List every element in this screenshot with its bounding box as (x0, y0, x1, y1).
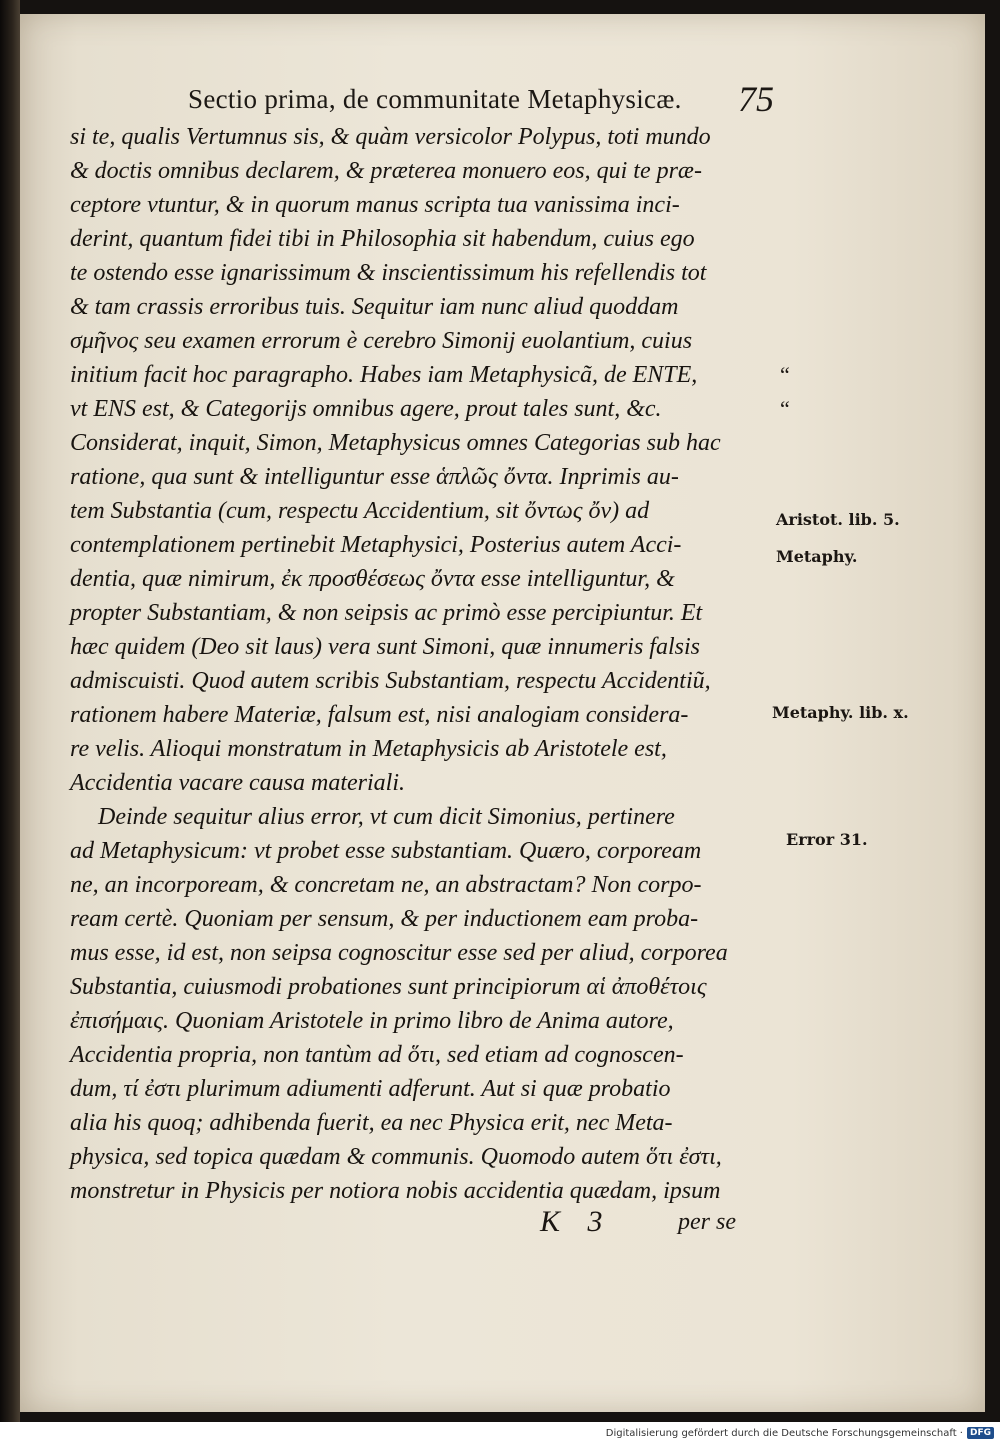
margin-quote-mark: “ (780, 396, 790, 421)
text-line: rationem habere Materiæ, falsum est, nisi analogiam considera- (70, 702, 689, 728)
main-text-block (70, 120, 770, 1208)
text-line: dentia, quæ nimirum, ἐκ προσθέσεως ὄντα esse intelliguntur, & (70, 566, 675, 592)
text-line: propter Substantiam, & non seipsis ac primò esse percipiuntur. Et (70, 600, 703, 626)
text-line: Accidentia vacare causa materiali. (70, 770, 406, 796)
text-line: & doctis omnibus declarem, & præterea monuero eos, qui te præ- (70, 158, 702, 184)
text-line: initium facit hoc paragrapho. Habes iam Metaphysicã, de ENTE, (70, 362, 698, 388)
catchword: per se (678, 1209, 736, 1235)
text-line: derint, quantum fidei tibi in Philosophia sit habendum, cuius ego (70, 226, 695, 252)
margin-quote-mark: “ (780, 362, 790, 387)
text-line: si te, qualis Vertumnus sis, & quàm versicolor Polypus, toti mundo (70, 124, 711, 150)
text-line: hæc quidem (Deo sit laus) vera sunt Simoni, quæ innumeris falsis (70, 634, 700, 660)
text-line: ne, an incorpoream, & concretam ne, an abstractam? Non corpo- (70, 872, 702, 898)
credit-text: Digitalisierung gefördert durch die Deutsche Forschungsgemeinschaft · (605, 1427, 963, 1439)
text-line: mus esse, id est, non seipsa cognoscitur esse sed per aliud, corporea (70, 940, 728, 966)
text-line: dum, τί ἐστι plurimum adiumenti adferunt. Aut si quæ probatio (70, 1076, 671, 1102)
running-head: Sectio prima, de communitate Metaphysicæ. (188, 84, 682, 114)
text-line: te ostendo esse ignarissimum & inscientissimum his refellendis tot (70, 260, 707, 286)
margin-note-metaphy: Metaphy. (776, 547, 858, 566)
text-line: ἐπισήμαις. Quoniam Aristotele in primo libro de Anima autore, (70, 1008, 674, 1034)
margin-note-error: Error 31. (786, 830, 868, 849)
text-line: admiscuisti. Quod autem scribis Substantiam, respectu Accidentiũ, (70, 668, 711, 694)
dfg-logo: DFG (967, 1427, 994, 1439)
margin-note-aristot: Aristot. lib. 5. (776, 510, 900, 529)
text-line: Substantia, cuiusmodi probationes sunt principiorum αἱ ἀποθέτοις (70, 974, 707, 1000)
text-line: ream certè. Quoniam per sensum, & per inductionem eam proba- (70, 906, 699, 932)
page-footer (0, 1205, 1000, 1245)
text-line: ad Metaphysicum: vt probet esse substantiam. Quæro, corpoream (70, 838, 702, 864)
paragraph-start-line: Deinde sequitur alius error, vt cum dicit Simonius, pertinere (98, 804, 675, 830)
margin-note-metaphy-lib: Metaphy. lib. x. (772, 703, 909, 722)
text-line: alia his quoq; adhibenda fuerit, ea nec Physica erit, nec Meta- (70, 1110, 673, 1136)
text-line: vt ENS est, & Categorijs omnibus agere, prout tales sunt, &c. (70, 396, 662, 422)
text-line: physica, sed topica quædam & communis. Quomodo autem ὅτι ἐστι, (70, 1144, 722, 1170)
text-line: contemplationem pertinebit Metaphysici, Posterius autem Acci- (70, 532, 682, 558)
text-line: ratione, qua sunt & intelliguntur esse ἁπλῶς ὄντα. Inprimis au- (70, 464, 679, 490)
text-line: re velis. Alioqui monstratum in Metaphysicis ab Aristotele est, (70, 736, 667, 762)
text-line: & tam crassis erroribus tuis. Sequitur iam nunc aliud quoddam (70, 294, 679, 320)
text-line: monstretur in Physicis per notiora nobis accidentia quædam, ipsum (70, 1178, 721, 1204)
text-line: σμῆνος seu examen errorum è cerebro Simonij euolantium, cuius (70, 328, 693, 354)
page-header (0, 74, 1000, 124)
text-line: Accidentia propria, non tantùm ad ὅτι, sed etiam ad cognoscen- (70, 1042, 684, 1068)
text-line: ceptore vtuntur, & in quorum manus scripta tua vanissima inci- (70, 192, 680, 218)
text-line: tem Substantia (cum, respectu Accidentium, sit ὄντως ὄν) ad (70, 498, 650, 524)
page-number: 75 (738, 79, 774, 119)
text-line: Considerat, inquit, Simon, Metaphysicus omnes Categorias sub hac (70, 430, 721, 456)
signature-mark: K 3 (540, 1205, 613, 1238)
digitization-credit (606, 1425, 994, 1441)
